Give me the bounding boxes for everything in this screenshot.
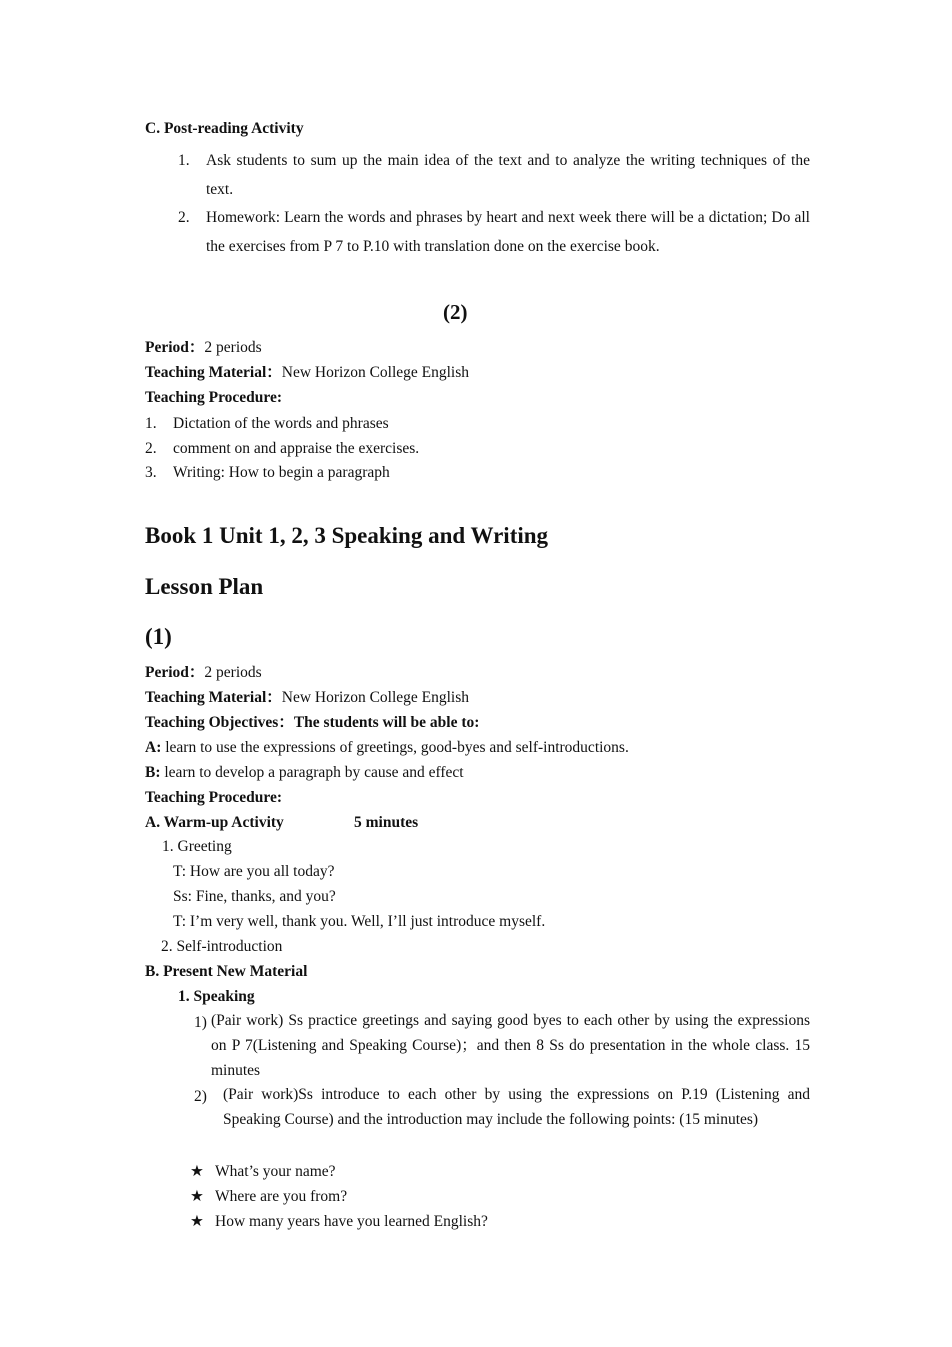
section-1-title: (1) bbox=[145, 624, 172, 649]
teaching-objectives-value: The students will be able to: bbox=[293, 714, 480, 731]
post-reading-item-number: 1. bbox=[178, 152, 190, 169]
objective-a bbox=[145, 740, 629, 756]
greeting-item: 1. Greeting bbox=[162, 838, 232, 855]
period-value: 2 periods bbox=[204, 664, 262, 681]
question-item: Where are you from? bbox=[215, 1188, 348, 1205]
book-heading: Book 1 Unit 1, 2, 3 Speaking and Writing bbox=[145, 523, 549, 548]
teaching-procedure-label: Teaching Procedure: bbox=[145, 389, 283, 406]
teaching-objectives-label: Teaching Objectives： bbox=[145, 714, 294, 731]
procedure-item-text: comment on and appraise the exercises. bbox=[173, 440, 420, 457]
teaching-material-row bbox=[145, 690, 469, 706]
period-value: 2 periods bbox=[204, 339, 262, 356]
teaching-material-row bbox=[145, 365, 469, 381]
post-reading-item-text: Ask students to sum up the main idea of the text and to analyze the writing techniques of the text. bbox=[206, 152, 810, 198]
teaching-material-label: Teaching Material： bbox=[145, 364, 282, 381]
procedure-item-number: 3. bbox=[145, 464, 157, 481]
objective-a-text: learn to use the expressions of greetings, good-byes and self-introductions. bbox=[165, 739, 629, 756]
objective-b bbox=[145, 765, 464, 781]
post-reading-heading: C. Post-reading Activity bbox=[145, 120, 304, 137]
objective-a-label: A: bbox=[145, 739, 162, 756]
self-introduction-item: 2. Self-introduction bbox=[161, 938, 283, 955]
objective-b-text: learn to develop a paragraph by cause and effect bbox=[164, 764, 464, 781]
post-reading-item-number: 2. bbox=[178, 209, 190, 226]
warmup-label: A. Warm-up Activity bbox=[145, 814, 284, 831]
dialogue-line: Ss: Fine, thanks, and you? bbox=[173, 888, 336, 905]
period-label: Period： bbox=[145, 664, 205, 681]
post-reading-item-text: Homework: Learn the words and phrases by heart and next week there will be a dictation; Do all the exercises from P 7 to P.10 with translation done on the exercise book. bbox=[206, 209, 810, 255]
question-item: How many years have you learned English? bbox=[215, 1213, 488, 1230]
period-label: Period： bbox=[145, 339, 205, 356]
procedure-item-text: Dictation of the words and phrases bbox=[173, 415, 389, 432]
teaching-objectives-row bbox=[145, 715, 479, 731]
period-row bbox=[145, 340, 262, 356]
speaking-label: 1. Speaking bbox=[178, 988, 255, 1005]
section-2-title: (2) bbox=[443, 300, 468, 324]
step-number: 2) bbox=[194, 1088, 207, 1105]
step-text: (Pair work)Ss introduce to each other by using the expressions on P.19 (Listening and Speaking Course) and the introduction may include the following points: (15 minutes) bbox=[223, 1086, 810, 1128]
dialogue-line: T: I’m very well, thank you. Well, I’ll just introduce myself. bbox=[173, 913, 546, 930]
star-icon: ★ bbox=[190, 1188, 204, 1205]
lesson-plan-heading: Lesson Plan bbox=[145, 574, 264, 599]
procedure-item-text: Writing: How to begin a paragraph bbox=[173, 464, 390, 481]
step-text: (Pair work) Ss practice greetings and saying good byes to each other by using the expressions on P 7(Listening and Speaking Course)；and then 8 Ss do presentation in the whole class. 15 minutes bbox=[211, 1012, 810, 1079]
warmup-time: 5 minutes bbox=[354, 814, 419, 831]
star-icon: ★ bbox=[190, 1163, 204, 1180]
teaching-material-value: New Horizon College English bbox=[281, 689, 470, 706]
teaching-procedure-label: Teaching Procedure: bbox=[145, 789, 283, 806]
present-material-label: B. Present New Material bbox=[145, 963, 308, 980]
procedure-item-number: 2. bbox=[145, 440, 157, 457]
teaching-material-value: New Horizon College English bbox=[281, 364, 470, 381]
period-row bbox=[145, 665, 262, 681]
procedure-item-number: 1. bbox=[145, 415, 157, 432]
dialogue-line: T: How are you all today? bbox=[173, 863, 335, 880]
star-icon: ★ bbox=[190, 1213, 204, 1230]
step-number: 1) bbox=[194, 1014, 207, 1031]
objective-b-label: B: bbox=[145, 764, 161, 781]
question-item: What’s your name? bbox=[215, 1163, 336, 1180]
teaching-material-label: Teaching Material： bbox=[145, 689, 282, 706]
